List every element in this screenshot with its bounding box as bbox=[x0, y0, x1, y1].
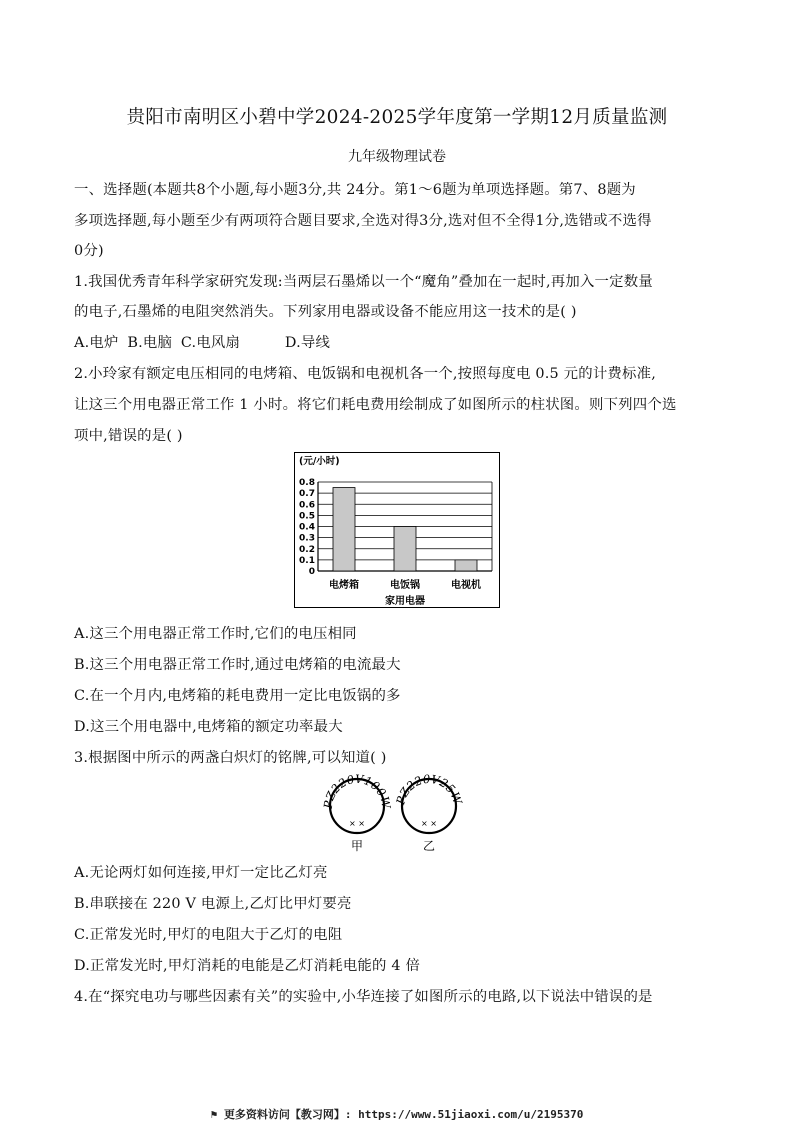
lamp-jia-nameplate bbox=[321, 772, 394, 853]
chart-x-tick-label: 电烤箱 bbox=[329, 580, 359, 591]
q3-option-b: B.串联接在 220 V 电源上,乙灯比甲灯要亮 bbox=[74, 896, 352, 912]
page-subtitle: 九年级物理试卷 bbox=[348, 149, 446, 165]
chart-y-tick-label: 0.7 bbox=[299, 489, 315, 500]
chart-bar bbox=[333, 488, 355, 571]
page-title: 贵阳市南明区小碧中学2024-2025学年度第一学期12月质量监测 bbox=[126, 107, 668, 128]
q1-option-c: C.电风扇 bbox=[180, 335, 241, 351]
chart-bar bbox=[394, 527, 416, 572]
q1-option-d: D.导线 bbox=[284, 335, 331, 351]
q2-stem-line-3: 项中,错误的是( ) bbox=[74, 428, 183, 444]
section-instructions-line-3: 0分) bbox=[74, 243, 104, 259]
q3-option-a: A.无论两灯如何连接,甲灯一定比乙灯亮 bbox=[74, 865, 328, 881]
chart-y-tick-label: 0.1 bbox=[299, 555, 315, 566]
section-instructions-line-2: 多项选择题,每小题至少有两项符合题目要求,全选对得3分,选对但不全得1分,选错或不选得 bbox=[74, 213, 652, 229]
section-instructions-line-1: 一、选择题(本题共8个小题,每小题3分,共 24分。第1～6题为单项选择题。第7、8题为 bbox=[74, 182, 636, 198]
q2-option-a: A.这三个用电器正常工作时,它们的电压相同 bbox=[74, 626, 357, 642]
lamp-jia-mark: × × bbox=[349, 819, 365, 828]
chart-y-tick-label: 0 bbox=[308, 567, 315, 577]
q2-stem-line-1: 2.小玲家有额定电压相同的电烤箱、电饭锅和电视机各一个,按照每度电 0.5 元的计费标准, bbox=[74, 366, 656, 382]
q1-stem-line-1: 1.我国优秀青年科学家研究发现:当两层石墨烯以一个“魔角”叠加在一起时,再加入一定数量 bbox=[74, 274, 653, 290]
q1-option-b: B.电脑 bbox=[127, 335, 173, 351]
q1-stem-line-2: 的电子,石墨烯的电阻突然消失。下列家用电器或设备不能应用这一技术的是( ) bbox=[74, 304, 577, 320]
chart-x-tick-label: 电视机 bbox=[451, 580, 481, 591]
chart-bar bbox=[455, 560, 477, 571]
chart-y-tick-label: 0.6 bbox=[299, 500, 315, 511]
lamp-yi-label: 乙 bbox=[422, 839, 436, 853]
chart-y-ticks bbox=[299, 478, 315, 577]
q4-stem-line-1: 4.在“探究电功与哪些因素有关”的实验中,小华连接了如图所示的电路,以下说法中错误的是 bbox=[74, 989, 653, 1005]
lamp-nameplates-figure bbox=[320, 766, 480, 856]
electricity-cost-bar-chart bbox=[294, 452, 500, 608]
chart-y-tick-label: 0.2 bbox=[299, 544, 315, 555]
q2-option-c: C.在一个月内,电烤箱的耗电费用一定比电饭锅的多 bbox=[74, 688, 401, 704]
chart-xlabel: 家用电器 bbox=[385, 596, 425, 607]
q3-option-d: D.正常发光时,甲灯消耗的电能是乙灯消耗电能的 4 倍 bbox=[74, 958, 421, 974]
chart-y-tick-label: 0.5 bbox=[299, 511, 315, 522]
lamp-jia-rating: PZ220V100W bbox=[320, 771, 394, 810]
lamp-yi-rating: PZ220V25W bbox=[393, 771, 465, 807]
lamp-jia-label: 甲 bbox=[350, 839, 364, 853]
chart-y-tick-label: 0.3 bbox=[299, 533, 315, 544]
q1-options bbox=[74, 331, 724, 352]
chart-y-tick-label: 0.4 bbox=[299, 522, 315, 533]
q2-stem-line-2: 让这三个用电器正常工作 1 小时。将它们耗电费用绘制成了如图所示的柱状图。则下列四个选 bbox=[74, 397, 677, 413]
q2-option-b: B.这三个用电器正常工作时,通过电烤箱的电流最大 bbox=[74, 657, 401, 673]
chart-y-tick-label: 0.8 bbox=[299, 478, 315, 488]
chart-ylabel: (元/小时) bbox=[299, 456, 340, 467]
q3-option-c: C.正常发光时,甲灯的电阻大于乙灯的电阻 bbox=[74, 927, 343, 943]
flag-icon: ⚑ bbox=[210, 1108, 218, 1121]
q1-option-a: A.电炉 bbox=[74, 335, 119, 351]
footer-resource-link[interactable] bbox=[0, 1106, 794, 1122]
chart-x-ticks bbox=[329, 578, 481, 591]
chart-x-tick-label: 电饭锅 bbox=[390, 580, 420, 591]
lamp-yi-mark: × × bbox=[421, 819, 437, 828]
q3-stem-line-1: 3.根据图中所示的两盏白炽灯的铭牌,可以知道( ) bbox=[74, 750, 387, 766]
q2-option-d: D.这三个用电器中,电烤箱的额定功率最大 bbox=[74, 719, 343, 735]
lamp-yi-nameplate bbox=[393, 772, 465, 853]
footer-text: 更多资料访问【教习网】: https://www.51jiaoxi.com/u/2195370 bbox=[223, 1108, 584, 1121]
